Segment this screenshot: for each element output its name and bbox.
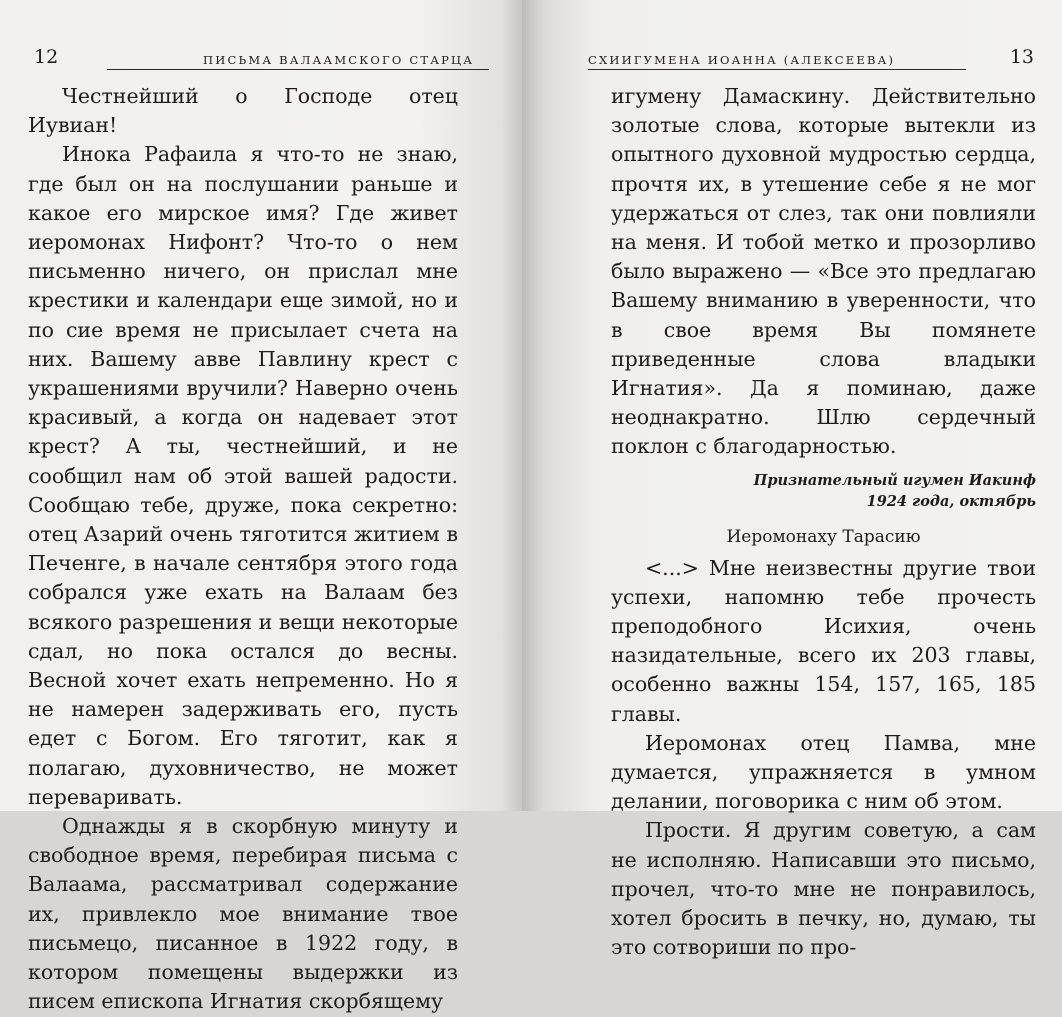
letter-addressee: Иеромонаху Тарасию [726,526,921,547]
header-rule [107,69,489,70]
right-body-text [611,82,1036,962]
left-page [0,0,522,1014]
page-number: 13 [1009,46,1034,68]
paragraph: Прости. Я другим советую, а сам не исполняю. Написавши это письмо, прочел, что-то мне не понравилось, хотел бросить в печку, но, думаю, ты это сотвориши по про- [611,818,1036,960]
paragraph-continuation: игумену Дамаскину. Действительно золотые слова, которые вытекли из опытного духовной мудростью сердца, прочтя их, в утешение себе я не мог удержаться от слез, так они повлияли на меня. И тобой метко и прозорливо было выражено — «Все это предлагаю Вашему вниманию в уверенности, что в свое время Вы помянете приведенные слова владыки Игнатия». Да я поминаю, даже неоднакратно. Шлю сердечный поклон с благодарностью. [611,84,1036,459]
paragraph: Инока Рафаила я что-то не знаю, где был он на послушании раньше и какое его мирское имя? Где живет иеромонах Нифонт? Что-то о нем письменно ничего, он прислал мне крестики и календари еще зимой, но и по сие время не присылает счета на них. Вашему авве Павлину крест с украшениями вручили? Наверно очень красивый, а когда он надевает этот крест? А ты, честнейший, и не сообщил нам об этой вашей радости. Сообщаю тебе, друже, пока секретно: отец Азарий очень тяготится житием в Печенге, в начале сентября этого года собрался уже ехать на Валаам без всякого разрешения и вещи некоторые сдал, но пока остался до весны. Весной хочет ехать непременно. Но я не намерен задерживать его, пусть едет с Богом. Его тяготит, как я полагаю, духовничество, не может переваривать. [28,142,458,809]
paragraph: Однажды я в скорбную минуту и свободное время, перебирая письма с Валаама, рассматривал содержание их, привлекло мое внимание твое письмецо, писанное в 1922 году, в котором помещены выдержки из писем епископа Игнатия скорбящему [28,814,458,1014]
letter-date: 1924 года, октябрь [866,492,1036,510]
letter-greeting: Честнейший о Господе отец Иувиан! [28,84,458,138]
right-page [522,0,1062,960]
paragraph: <...> Мне неизвестны другие твои успехи, напомню тебе прочесть преподобного Исихия, очень назидательные, всего их 203 главы, особенно важны 154, 157, 165, 185 главы. [611,555,1036,726]
page-number: 12 [34,46,59,68]
paragraph: Иеромонах отец Памва, мне думается, упражняется в умном делании, поговорика с ним об этом. [611,730,1036,814]
header-rule [588,69,966,70]
signature: Признательный игумен Иакинф [753,471,1036,489]
running-head: ПИСЬМА ВАЛААМСКОГО СТАРЦА [203,53,475,67]
running-head: СХИИГУМЕНА ИОАННА (АЛЕКСЕЕВА) [588,53,896,67]
letter-signature-block [611,470,1036,512]
left-body-text [28,82,458,1017]
